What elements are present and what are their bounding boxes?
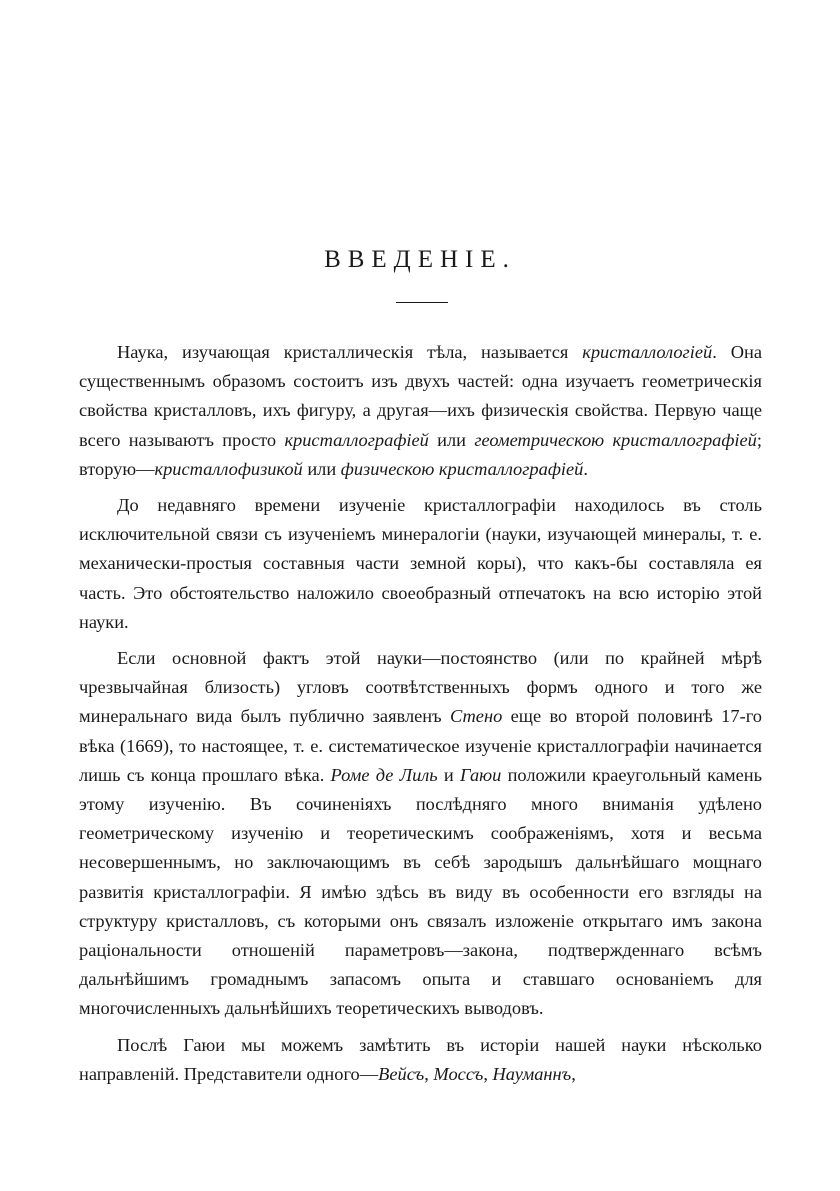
text-run: . (583, 458, 588, 479)
paragraph-3 (79, 644, 762, 1024)
italic-name: Науманнъ (492, 1063, 572, 1084)
body-text (79, 338, 762, 1096)
text-run: или (428, 429, 475, 450)
text-run: ; вторую— (79, 429, 762, 479)
text-run: Если основной фактъ этой науки—постоянство (или по крайней мѣрѣ чрезвычайная близость) угловъ соотвѣтственныхъ формъ одного и того же минеральнаго вида былъ публично заявленъ (79, 648, 762, 727)
title-divider (396, 302, 448, 303)
text-run: , (571, 1063, 576, 1084)
italic-term: геометрическою кристаллографіей (474, 429, 757, 450)
text-run: или (302, 458, 341, 479)
text-run: еще во второй половинѣ 17-го вѣка (1669), то настоящее, т. е. систематическое изученіе кристаллографіи начинается лишь съ конца прошлаго вѣка. (79, 706, 762, 785)
text-run: , (483, 1063, 493, 1084)
italic-name: Стено (450, 706, 503, 727)
page-title: ВВЕДЕНІЕ. (324, 246, 516, 273)
paragraph-1 (79, 338, 762, 484)
italic-name: Роме де Лиль (330, 764, 438, 785)
italic-name: Моссъ (433, 1063, 484, 1084)
text-run: Наука, изучающая кристаллическія тѣла, называется (117, 342, 583, 362)
paragraph-4 (79, 1031, 762, 1089)
text-run: , (424, 1063, 434, 1084)
italic-term: кристаллофизикой (154, 458, 303, 479)
italic-term: кристаллологіей (582, 342, 713, 362)
italic-term: физическою кристаллографіей (340, 458, 584, 479)
text-run: Послѣ Гаюи мы можемъ замѣтить въ исторіи нашей науки нѣсколько направленій. Представители одного— (79, 1034, 762, 1084)
text-run: положили краеугольный камень этому изученію. Въ сочиненіяхъ послѣдняго много вниманія удѣлено геометрическому изученію и теоретическимъ соображеніямъ, хотя и весьма несовершеннымъ, но заключающимъ въ себѣ зародышъ дальнѣйшаго мощнаго развитія кристаллографіи. Я имѣю здѣсь въ виду въ особенности его взгляды на структуру кристалловъ, съ которыми онъ связалъ изложеніе открытаго имъ закона раціональности отношеній параметровъ—закона, подтвержденнаго всѣмъ дальнѣйшимъ громаднымъ запасомъ опыта и ставшаго основаніемъ для многочисленныхъ дальнѣйшихъ теоретическихъ выводовъ. (79, 764, 762, 1019)
paragraph-2 (79, 491, 762, 637)
text-run: До недавняго времени изученіе кристаллографіи находилось въ столь исключительной связи съ изученіемъ минералогіи (науки, изучающей минералы, т. е. механически-простыя составныя части земной коры), что какъ-бы составляла ея часть. Это обстоятельство наложило своеобразный отпечатокъ на всю исторію этой науки. (79, 495, 762, 632)
text-run: . Она существеннымъ образомъ состоитъ изъ двухъ частей: одна изучаетъ геометрическія свойства кристалловъ, ихъ фигуру, а другая—ихъ физическія свойства. Первую чаще всего называютъ просто (79, 342, 763, 450)
italic-term: кристаллографіей (284, 429, 429, 450)
italic-name: Вейсъ (378, 1063, 425, 1084)
italic-name: Гаюи (459, 764, 502, 785)
text-run: и (437, 764, 460, 785)
